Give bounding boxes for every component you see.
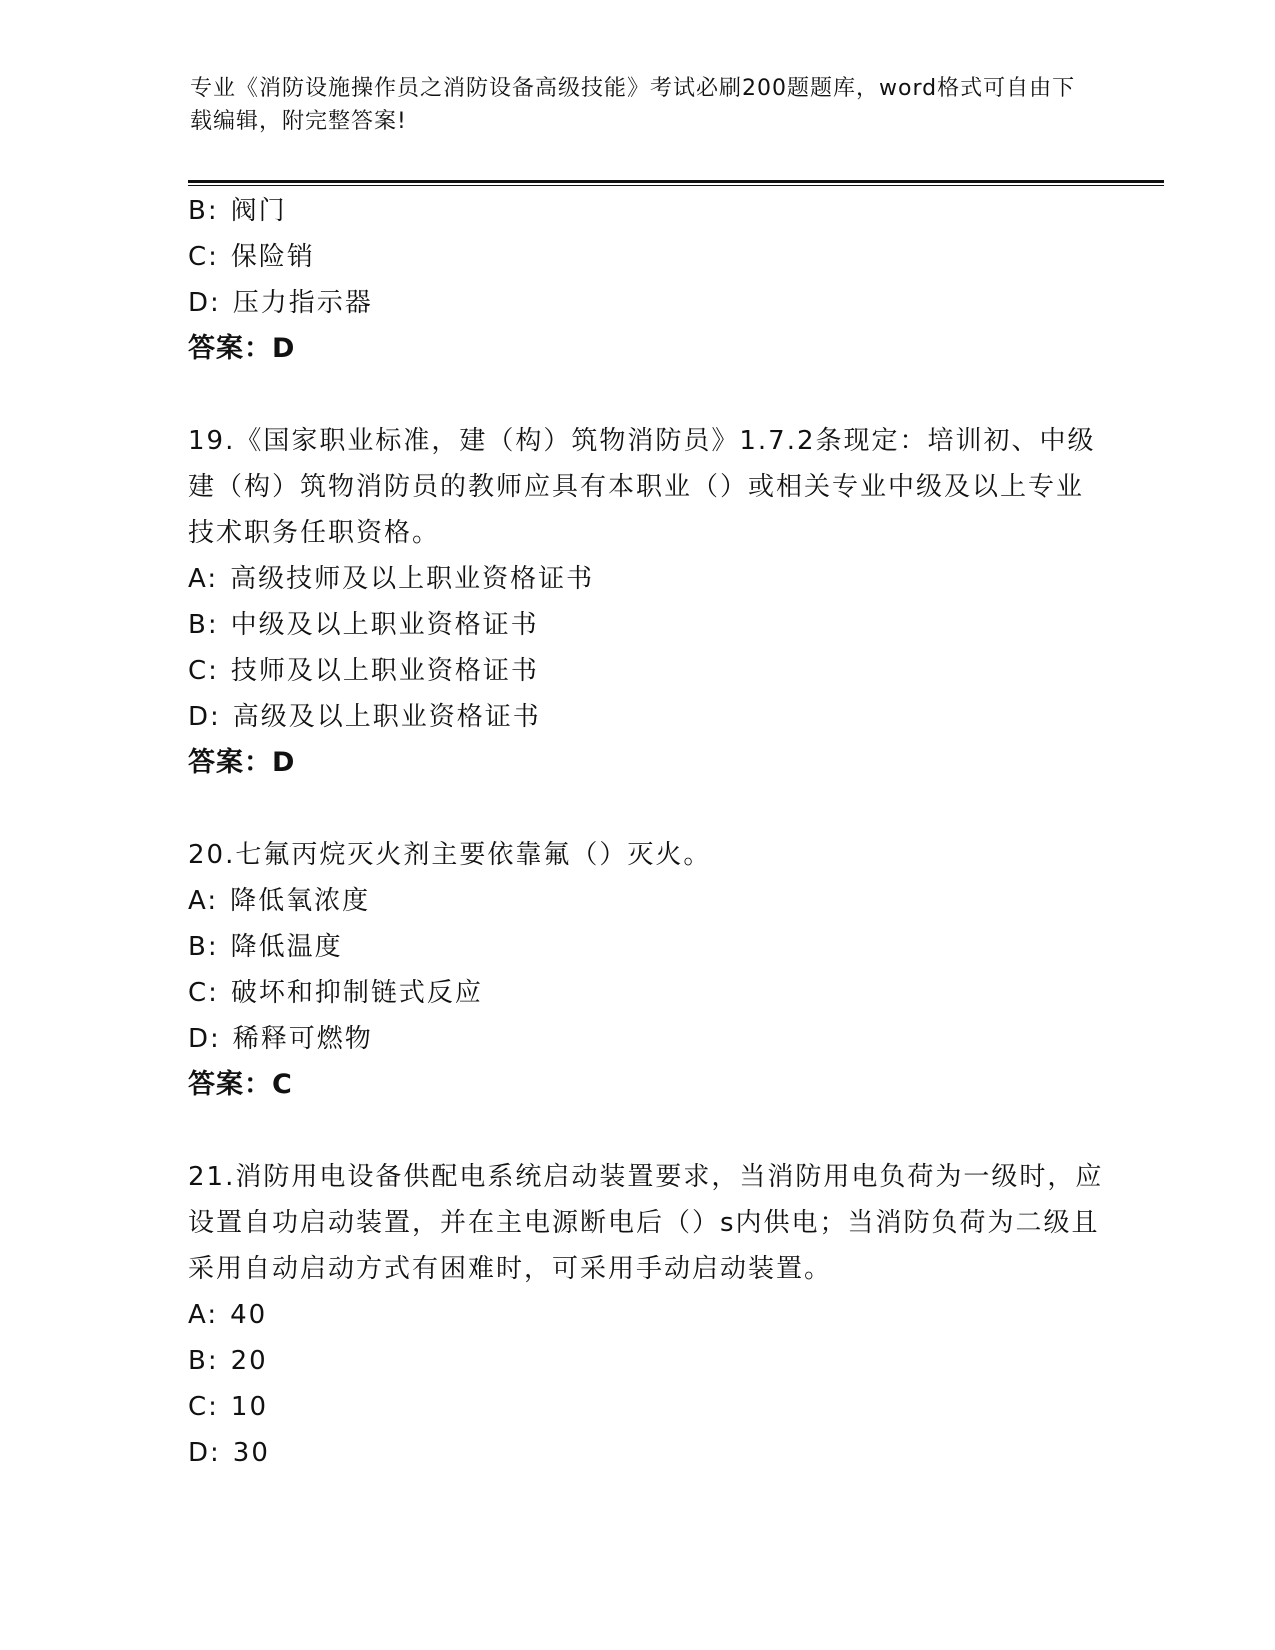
question-20 xyxy=(188,832,1108,1108)
option-key: C: xyxy=(188,1392,219,1422)
option-text: 20 xyxy=(230,1346,268,1376)
option-line xyxy=(188,1292,1108,1338)
option-text: 10 xyxy=(230,1392,269,1422)
document-body xyxy=(188,188,1108,1476)
option-key: B: xyxy=(188,1346,219,1376)
question-stem: 19.《国家职业标准，建（构）筑物消防员》1.7.2条现定：培训初、中级建（构）筑物消防员的教师应具有本职业（）或相关专业中级及以上专业技术职务任职资格。 xyxy=(188,426,1096,548)
option-key: D: xyxy=(188,288,221,318)
option-key: D: xyxy=(188,1438,221,1468)
option-line xyxy=(188,970,1108,1016)
option-line xyxy=(188,1338,1108,1384)
option-text: 高级技师及以上职业资格证书 xyxy=(230,564,595,594)
option-key: B: xyxy=(188,196,219,226)
option-line xyxy=(188,1016,1108,1062)
option-text: 降低温度 xyxy=(230,932,343,962)
option-text: 30 xyxy=(232,1438,270,1468)
option-line xyxy=(188,556,1108,602)
option-key: D: xyxy=(188,1024,221,1054)
option-line xyxy=(188,188,1108,234)
option-line xyxy=(188,602,1108,648)
option-text: 降低氧浓度 xyxy=(230,886,371,916)
option-line xyxy=(188,878,1108,924)
option-line xyxy=(188,1430,1108,1476)
header-divider-thick xyxy=(188,180,1164,183)
option-line xyxy=(188,234,1108,280)
option-key: A: xyxy=(188,1300,219,1330)
answer-line: 答案：D xyxy=(188,747,296,778)
question-21 xyxy=(188,1154,1108,1476)
option-key: C: xyxy=(188,978,219,1008)
option-text: 保险销 xyxy=(230,242,315,272)
document-header: 专业《消防设施操作员之消防设备高级技能》考试必刷200题题库，word格式可自由下载编辑，附完整答案! xyxy=(190,76,1076,134)
question-stem: 20.七氟丙烷灭火剂主要依靠氟（）灭火。 xyxy=(188,840,712,870)
question-stem: 21.消防用电设备供配电系统启动装置要求，当消防用电负荷为一级时，应设置自功启动装置，并在主电源断电后（）s内供电；当消防负荷为二级且采用自动启动方式有困难时，可采用手动启动装置。 xyxy=(188,1162,1104,1284)
option-text: 稀释可燃物 xyxy=(232,1024,373,1054)
option-key: A: xyxy=(188,886,219,916)
option-text: 40 xyxy=(230,1300,268,1330)
answer-line: 答案：D xyxy=(188,333,296,364)
option-key: C: xyxy=(188,656,219,686)
answer-line: 答案：C xyxy=(188,1069,293,1100)
option-key: D: xyxy=(188,702,221,732)
option-key: C: xyxy=(188,242,219,272)
option-key: B: xyxy=(188,610,219,640)
header-divider-thin xyxy=(188,185,1164,186)
carry-over-block xyxy=(188,188,1108,372)
option-line xyxy=(188,1384,1108,1430)
option-line xyxy=(188,280,1108,326)
option-line xyxy=(188,694,1108,740)
option-text: 压力指示器 xyxy=(232,288,373,318)
option-key: B: xyxy=(188,932,219,962)
option-line xyxy=(188,648,1108,694)
option-text: 阀门 xyxy=(230,196,287,226)
option-text: 高级及以上职业资格证书 xyxy=(232,702,541,732)
option-line xyxy=(188,924,1108,970)
option-text: 中级及以上职业资格证书 xyxy=(230,610,539,640)
option-text: 技师及以上职业资格证书 xyxy=(230,656,539,686)
option-key: A: xyxy=(188,564,219,594)
question-19 xyxy=(188,418,1108,786)
option-text: 破坏和抑制链式反应 xyxy=(230,978,483,1008)
